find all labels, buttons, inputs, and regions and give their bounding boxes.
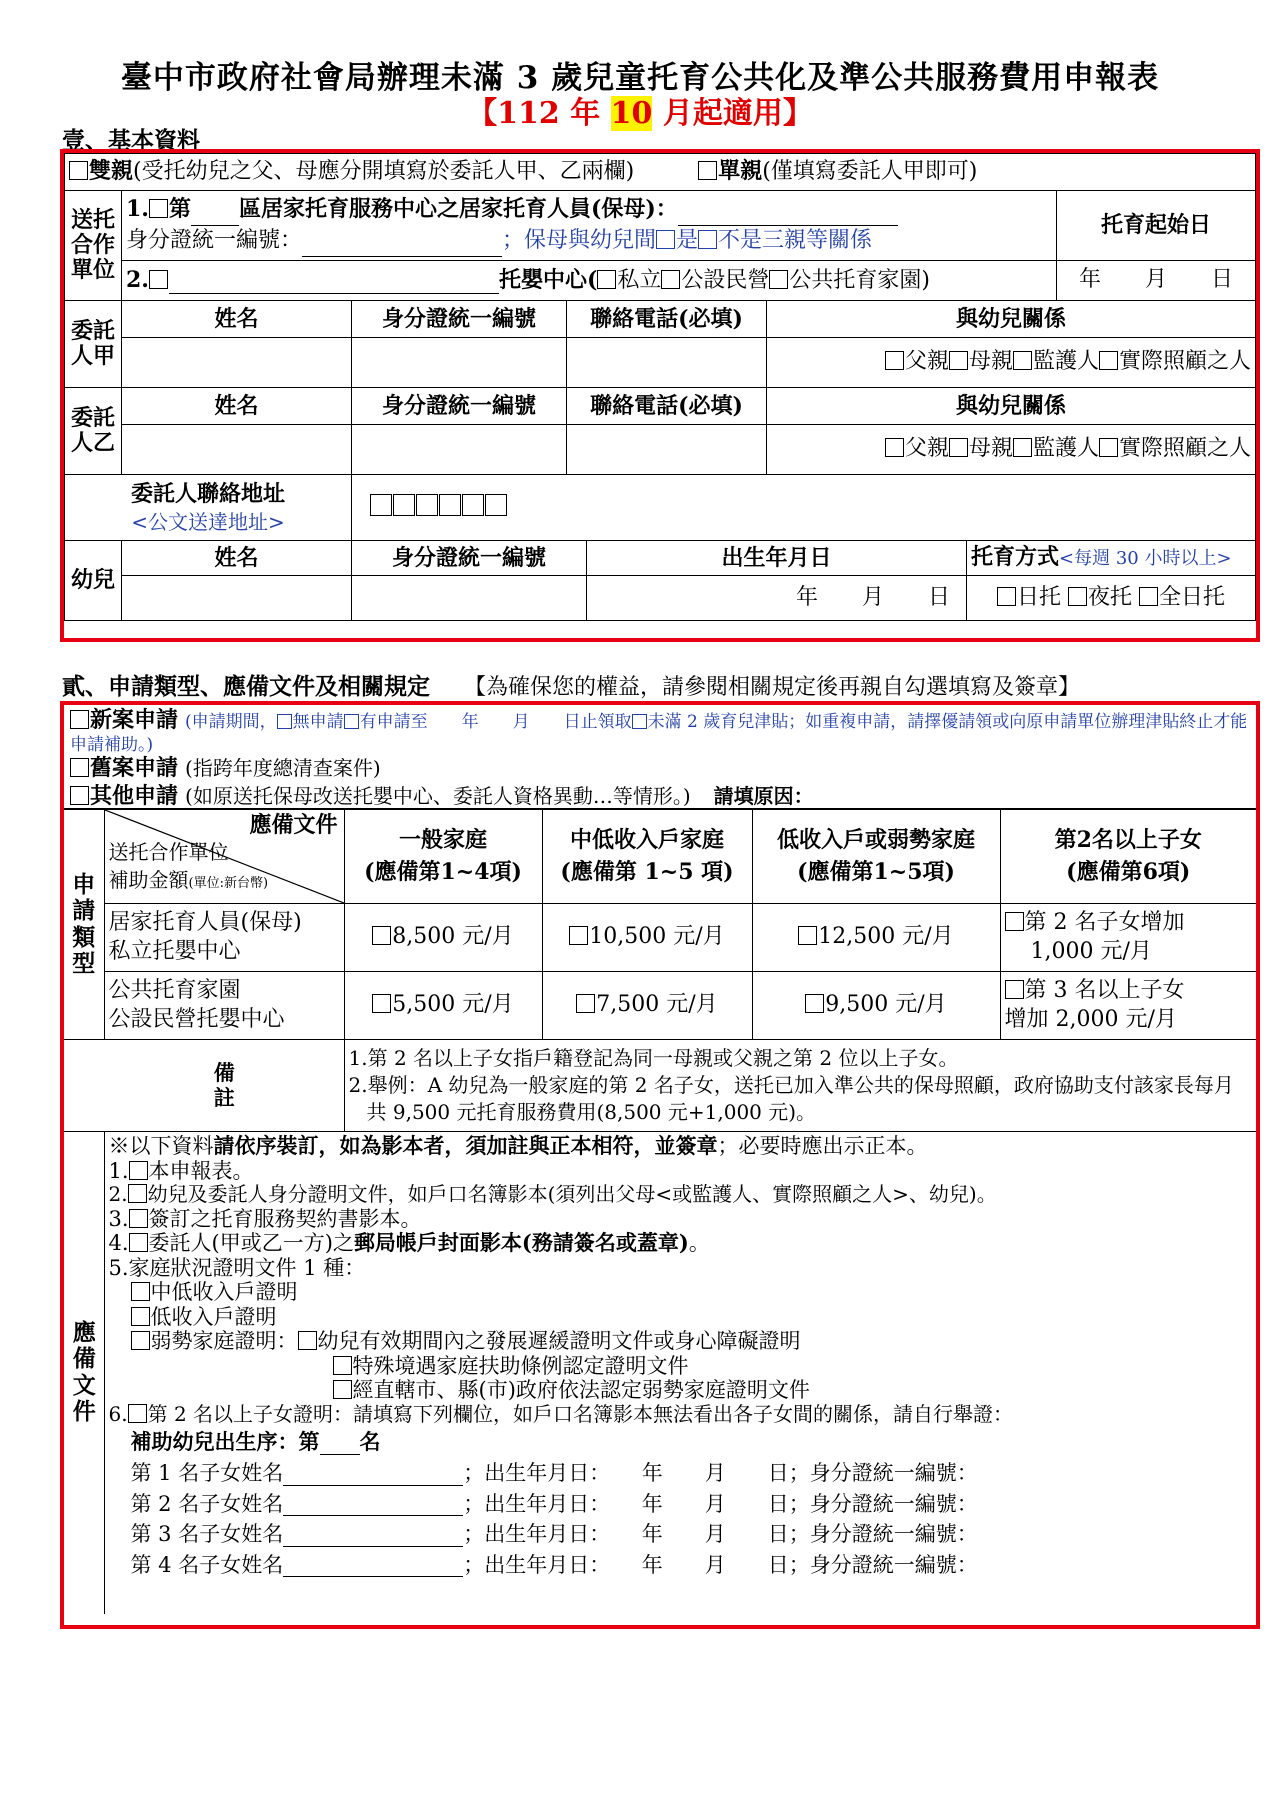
doc-5-midlow: 中低收入戶證明: [109, 1280, 1253, 1305]
client-b-id-header: 身分證統一編號: [352, 388, 567, 425]
other-case-row: 其他申請 (如原送托保母改送托嬰中心、委託人資格異動…等情形。) 請填原因：: [70, 783, 1250, 811]
second-child-bonus: 第 2 名子女增加 1,000 元/月: [1000, 904, 1256, 972]
diag-amount-label: 補助金額(單位:新台幣): [108, 868, 269, 892]
amount-low-row2-checkbox[interactable]: [805, 994, 824, 1013]
amount-general-row2-checkbox[interactable]: [372, 994, 391, 1013]
postal-box-3[interactable]: [416, 494, 438, 516]
doc-5-c3: 經直轄市、縣(市)政府依法認定弱勢家庭證明文件: [109, 1378, 1253, 1403]
docs-list: [104, 1132, 1256, 1614]
start-date-label: 托育起始日: [1057, 191, 1256, 261]
doc-5-c3-checkbox[interactable]: [333, 1380, 352, 1399]
doc-5-low: 低收入戶證明: [109, 1305, 1253, 1330]
child-id-header: 身分證統一編號: [352, 541, 587, 576]
amount-midlow-row2: 7,500 元/月: [542, 972, 752, 1040]
client-a-name-field[interactable]: [122, 338, 352, 388]
child-mode-header: 托育方式<每週 30 小時以上>: [967, 541, 1256, 576]
client-b-father-checkbox[interactable]: [885, 438, 904, 457]
doc-5-c1-checkbox[interactable]: [298, 1331, 317, 1350]
doc-6: 6. 第 2 名以上子女證明：請填寫下列欄位，如戶口名簿影本無法看出各子女間的關係，請自行舉證：: [108, 1402, 1014, 1427]
care-unit-label: 送托合作單位: [65, 191, 122, 301]
header-diagonal-cell: [104, 810, 344, 904]
has-allowance-checkbox[interactable]: [344, 714, 359, 729]
start-date-field[interactable]: 年 月 日: [1057, 261, 1256, 301]
client-b-relation-header: 與幼兒關係: [767, 388, 1256, 425]
doc-2: 2. 幼兒及委託人身分證明文件，如戶口名簿影本(須列出父母<或監護人、實際照顧之人>、幼兒)。: [108, 1182, 997, 1207]
child-name-field[interactable]: [122, 576, 352, 621]
child-label: 幼兒: [65, 541, 122, 621]
client-a-father-checkbox[interactable]: [885, 351, 904, 370]
client-a-caregiver-checkbox[interactable]: [1099, 351, 1118, 370]
old-case-row: 舊案申請 (指跨年度總清查案件): [70, 755, 1250, 783]
docs-intro: ※以下資料請依序裝訂，如為影本者，須加註與正本相符，並簽章；必要時應出示正本。: [108, 1133, 928, 1158]
address-note: <公文送達地址>: [131, 509, 285, 534]
client-b-name-header: 姓名: [122, 388, 352, 425]
public-home-checkbox[interactable]: [769, 270, 788, 289]
doc-2-checkbox[interactable]: [128, 1184, 147, 1203]
client-b-caregiver-checkbox[interactable]: [1099, 438, 1118, 457]
reason-field[interactable]: [814, 809, 1014, 810]
client-a-label: 委託人甲: [65, 301, 122, 388]
doc-1: 1. 本申報表。: [108, 1158, 254, 1183]
client-b-name-field[interactable]: [122, 425, 352, 475]
diag-unit-label: 送托合作單位: [108, 840, 229, 864]
amount-midlow-row1: 10,500 元/月: [542, 904, 752, 972]
doc-4: 4. 委託人(甲或乙一方)之郵局帳戶封面影本(務請簽名或蓋章)。: [108, 1230, 710, 1256]
child-birth-field[interactable]: 年 月 日: [587, 576, 967, 621]
client-b-mother-checkbox[interactable]: [949, 438, 968, 457]
remarks-label: 備註: [64, 1040, 344, 1132]
postal-box-5[interactable]: [462, 494, 484, 516]
new-case-checkbox[interactable]: [70, 710, 89, 729]
kinship-yes-checkbox[interactable]: [656, 230, 675, 249]
kinship-no-checkbox[interactable]: [698, 230, 717, 249]
third-child-checkbox[interactable]: [1005, 980, 1024, 999]
no-allowance-checkbox[interactable]: [277, 714, 292, 729]
row1-unit: 居家托育人員(保母) 私立托嬰中心: [104, 904, 344, 972]
doc-5-disadvantaged: 弱勢家庭證明： 幼兒有效期間內之發展遲緩證明文件或身心障礙證明: [109, 1329, 1253, 1354]
center-name-field[interactable]: [169, 293, 499, 294]
amount-general-row1-checkbox[interactable]: [372, 926, 391, 945]
application-type-block: [64, 705, 1256, 809]
amount-general-row2: 5,500 元/月: [344, 972, 542, 1040]
effective-date: 【112 年 10 月起適用】: [467, 96, 813, 131]
client-a-id-field[interactable]: [352, 338, 567, 388]
section2-heading: 貳、申請類型、應備文件及相關規定 【為確保您的權益，請參閱相關規定後再親自勾選填寫及簽章】: [62, 673, 1081, 700]
doc-4-checkbox[interactable]: [129, 1233, 148, 1252]
doc-3-checkbox[interactable]: [129, 1209, 148, 1228]
doc-1-checkbox[interactable]: [129, 1161, 148, 1180]
diag-docs-label: 應備文件: [249, 812, 338, 838]
client-a-id-header: 身分證統一編號: [352, 301, 567, 338]
amount-midlow-row2-checkbox[interactable]: [576, 994, 595, 1013]
remarks-text: 1.第 2 名以上子女指戶籍登記為同一母親或父親之第 2 位以上子女。 2.舉例：A 幼兒為一般家庭的第 2 名子女，送托已加入準公共的保母照顧，政府協助支付該家長每月 共 9,500 元托育服務費用(8,500 元+1,000 元)。: [344, 1040, 1256, 1132]
second-child-checkbox[interactable]: [1005, 912, 1024, 931]
sibling-3-name-field[interactable]: [283, 1546, 463, 1547]
under2-allowance-checkbox[interactable]: [632, 714, 647, 729]
postal-box-4[interactable]: [439, 494, 461, 516]
care-unit-center: 2. 托嬰中心( 私立 公設民營 公共托育家園): [122, 261, 1057, 301]
doc-5-c2-checkbox[interactable]: [333, 1356, 352, 1375]
doc-5-low-checkbox[interactable]: [131, 1307, 150, 1326]
child-id-field[interactable]: [352, 576, 587, 621]
header-midlow: 中低收入戶家庭 (應備第 1~5 項): [542, 810, 752, 904]
center-checkbox[interactable]: [149, 270, 168, 289]
row2-unit: 公共托育家園 公設民營托嬰中心: [104, 972, 344, 1040]
doc-5-c2: 特殊境遇家庭扶助條例認定證明文件: [109, 1354, 1253, 1379]
doc-6-checkbox[interactable]: [128, 1404, 147, 1423]
new-case-row: 新案申請 (申請期間， 無申請 有申請至 年 月 日止領取 未滿 2 歲育兒津貼；如重複申請，請擇優請領或向原申請單位辦理津貼終止才能申請補助。): [70, 707, 1248, 756]
apply-type-label: 申請類型: [64, 810, 104, 1040]
old-case-checkbox[interactable]: [70, 758, 89, 777]
single-parent-checkbox[interactable]: [698, 161, 717, 180]
child-name-header: 姓名: [122, 541, 352, 576]
child-mode-options: 日托 夜托 全日托: [967, 576, 1256, 621]
client-b-phone-header: 聯絡電話(必填): [567, 388, 767, 425]
client-b-guardian-checkbox[interactable]: [1013, 438, 1032, 457]
application-box: [60, 701, 1260, 1629]
doc-5: 5.家庭狀況證明文件 1 種：: [108, 1255, 366, 1280]
docs-label: 應備文件: [64, 1132, 104, 1614]
subsidy-table: [64, 809, 1256, 1614]
postal-box-6[interactable]: [485, 494, 507, 516]
other-case-checkbox[interactable]: [70, 786, 89, 805]
amount-general-row1: 8,500 元/月: [344, 904, 542, 972]
nanny-id-field[interactable]: [302, 256, 502, 257]
public-private-checkbox[interactable]: [661, 270, 680, 289]
client-b-label: 委託人乙: [65, 388, 122, 475]
address-label-cell: [65, 475, 352, 541]
third-child-bonus: 第 3 名以上子女 增加 2,000 元/月: [1000, 972, 1256, 1040]
client-a-relation-header: 與幼兒關係: [767, 301, 1256, 338]
sibling-1-name-field[interactable]: [283, 1485, 463, 1486]
day-care-checkbox[interactable]: [997, 587, 1016, 606]
address-field[interactable]: [352, 475, 1256, 541]
basic-info-box: [60, 149, 1260, 642]
sibling-row-2: 第 2 名子女姓名 ；出生年月日： 年 月 日；身分證統一編號：: [130, 1491, 978, 1516]
client-a-relation-options: 父親 母親 監護人 實際照顧之人: [767, 338, 1256, 388]
client-a-guardian-checkbox[interactable]: [1013, 351, 1032, 370]
client-a-mother-checkbox[interactable]: [949, 351, 968, 370]
client-b-phone-field[interactable]: [567, 425, 767, 475]
double-parent-checkbox[interactable]: [69, 161, 88, 180]
sibling-row-4: 第 4 名子女姓名 ；出生年月日： 年 月 日；身分證統一編號：: [130, 1552, 978, 1577]
client-b-id-field[interactable]: [352, 425, 567, 475]
header-low: 低收入戶或弱勢家庭 (應備第1~5項): [752, 810, 1000, 904]
night-care-checkbox[interactable]: [1068, 587, 1087, 606]
postal-box-1[interactable]: [370, 494, 392, 516]
doc-5-disadvantaged-checkbox[interactable]: [131, 1331, 150, 1350]
client-a-name-header: 姓名: [122, 301, 352, 338]
sibling-4-name-field[interactable]: [283, 1576, 463, 1577]
client-b-relation-options: 父親 母親 監護人 實際照顧之人: [767, 425, 1256, 475]
doc-3: 3. 簽訂之托育服務契約書影本。: [108, 1206, 422, 1231]
sibling-2-name-field[interactable]: [283, 1515, 463, 1516]
amount-low-row1: 12,500 元/月: [752, 904, 1000, 972]
sibling-row-1: 第 1 名子女姓名 ；出生年月日： 年 月 日；身分證統一編號：: [130, 1460, 978, 1485]
doc-5-midlow-checkbox[interactable]: [131, 1282, 150, 1301]
care-unit-nanny: 1. 第 區居家托育服務中心之居家托育人員(保母)： 身分證統一編號： ；保母與幼兒間 是 不是三親等關係: [122, 191, 1057, 261]
amount-low-row2: 9,500 元/月: [752, 972, 1000, 1040]
child-birth-header: 出生年月日: [587, 541, 967, 576]
postal-box-2[interactable]: [393, 494, 415, 516]
section2-note: 【為確保您的權益，請參閱相關規定後再親自勾選填寫及簽章】: [464, 675, 1081, 700]
sibling-row-3: 第 3 名子女姓名 ；出生年月日： 年 月 日；身分證統一編號：: [130, 1522, 978, 1547]
header-second-child: 第2名以上子女 (應備第6項): [1000, 810, 1256, 904]
page-title: 臺中市政府社會局辦理未滿 3 歲兒童托育公共化及準公共服務費用申報表: [120, 60, 1160, 96]
amount-midlow-row1-checkbox[interactable]: [569, 926, 588, 945]
basic-info-table: [64, 153, 1256, 621]
client-a-phone-field[interactable]: [567, 338, 767, 388]
parent-type-row: 雙親(受托幼兒之父、母應分開填寫於委託人甲、乙兩欄) 單親(僅填寫委託人甲即可): [65, 154, 1256, 191]
nanny-checkbox[interactable]: [149, 199, 168, 218]
amount-low-row1-checkbox[interactable]: [798, 926, 817, 945]
header-general: 一般家庭 (應備第1~4項): [344, 810, 542, 904]
private-checkbox[interactable]: [597, 270, 616, 289]
full-day-checkbox[interactable]: [1139, 587, 1158, 606]
section1-heading: 壹、基本資料: [62, 127, 200, 154]
address-label: 委託人聯絡地址: [130, 481, 285, 508]
client-a-phone-header: 聯絡電話(必填): [567, 301, 767, 338]
birth-order-row: 補助幼兒出生序：第 名: [130, 1429, 381, 1455]
birth-order-field[interactable]: [320, 1454, 360, 1455]
